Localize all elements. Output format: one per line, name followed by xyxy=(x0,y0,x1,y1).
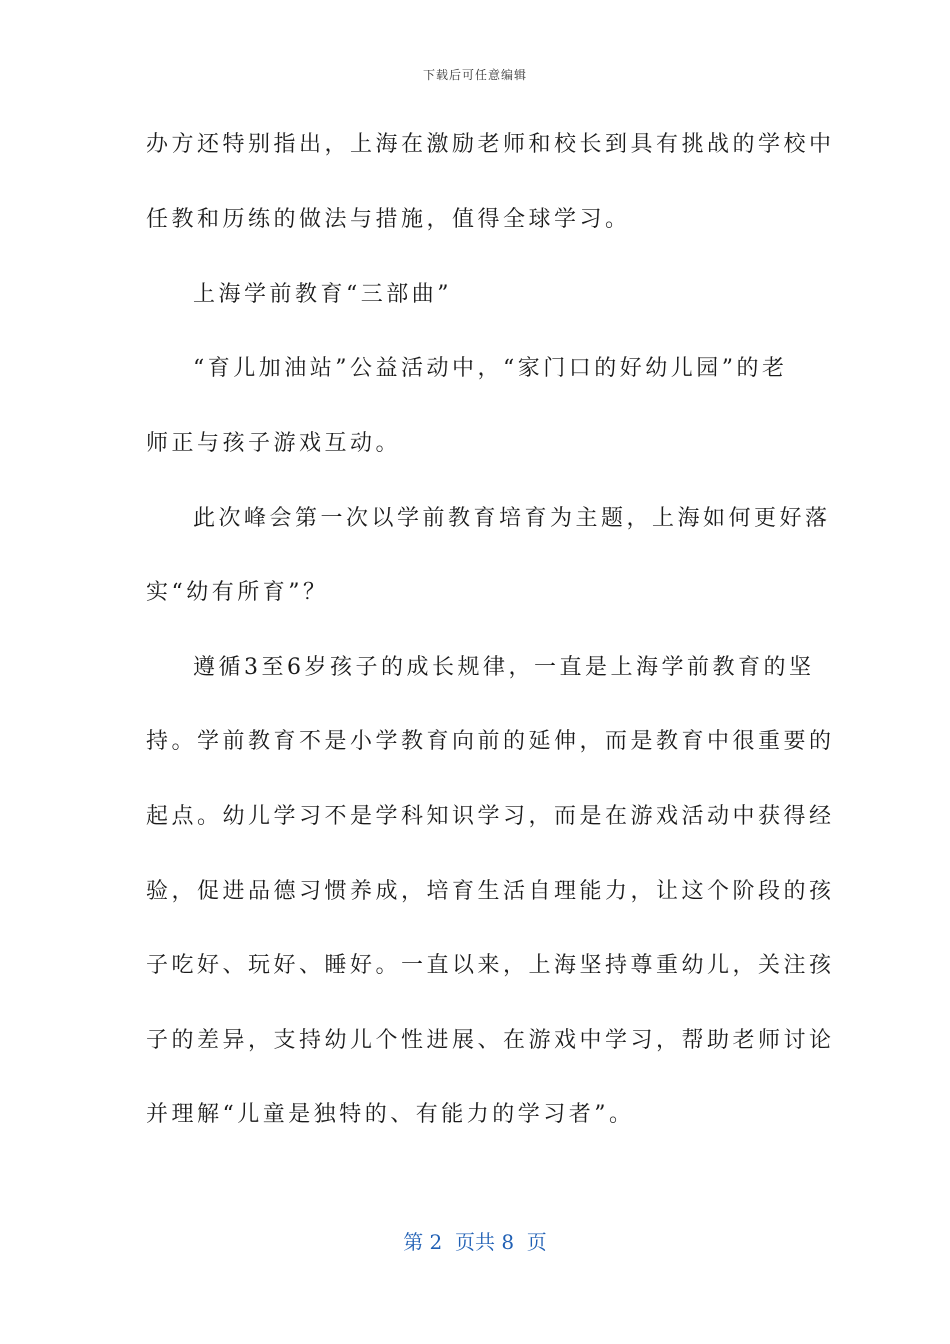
body-line: 办方还特别指出，上海在激励老师和校长到具有挑战的学校中 xyxy=(146,132,835,157)
page-number-footer: 第 2 页共 8 页 xyxy=(403,1230,547,1254)
body-line: 子吃好、玩好、睡好。一直以来，上海坚持尊重幼儿，关注孩 xyxy=(146,953,835,978)
body-line: 起点。幼儿学习不是学科知识学习，而是在游戏活动中获得经 xyxy=(146,804,835,829)
body-line: 实“幼有所育”？ xyxy=(146,580,329,605)
body-line: 任教和历练的做法与措施，值得全球学习。 xyxy=(146,207,631,232)
body-line: 验，促进品德习惯养成，培育生活自理能力，让这个阶段的孩 xyxy=(146,879,835,904)
body-line: 持。学前教育不是小学教育向前的延伸，而是教育中很重要的 xyxy=(146,729,835,754)
body-line: 遵循3至6岁孩子的成长规律，一直是上海学前教育的坚 xyxy=(193,655,815,680)
page-header: 下载后可任意编辑 xyxy=(422,68,527,82)
body-line: 上海学前教育“三部曲” xyxy=(193,282,452,307)
body-line: 师正与孩子游戏互动。 xyxy=(146,431,402,456)
body-line: 并理解“儿童是独特的、有能力的学习者”。 xyxy=(146,1102,635,1127)
body-line: “育儿加油站”公益活动中，“家门口的好幼儿园”的老 xyxy=(193,356,788,381)
body-line: 子的差异，支持幼儿个性进展、在游戏中学习，帮助老师讨论 xyxy=(146,1028,835,1053)
body-line: 此次峰会第一次以学前教育培育为主题，上海如何更好落 xyxy=(193,506,831,531)
